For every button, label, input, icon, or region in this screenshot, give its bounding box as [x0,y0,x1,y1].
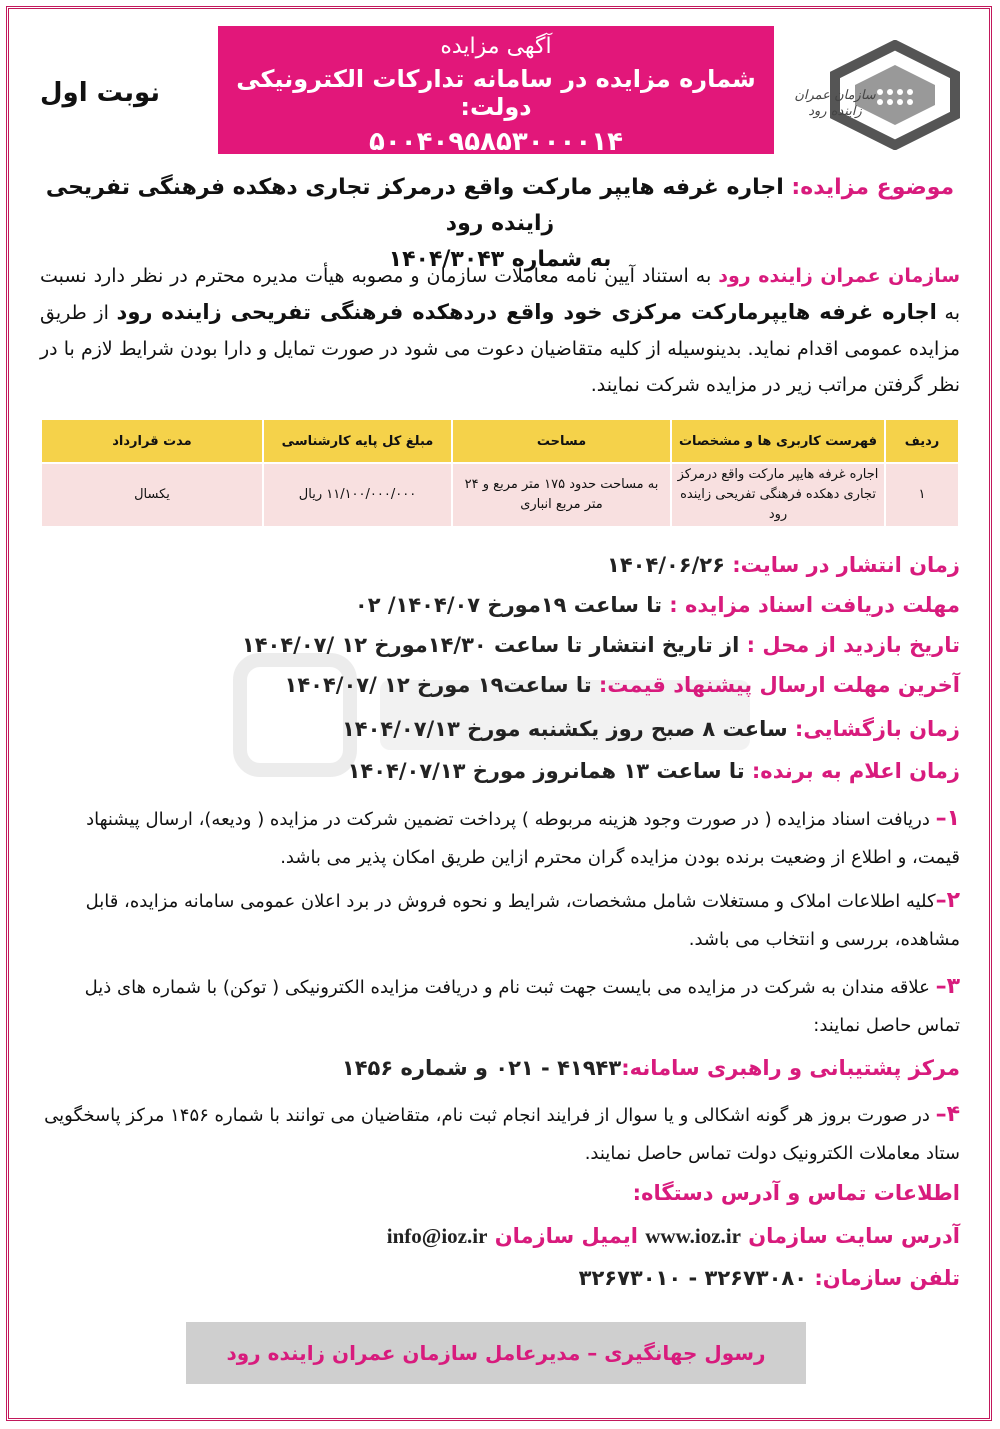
logo-text: سازمان عمران زاینده رود [794,88,876,119]
email-label: ایمیل سازمان [494,1224,638,1248]
intro-part2: از طریق مزایده عمومی اقدام نماید. بدینوسیله از کلیه متقاضیان دعوت می شود در صورت تمایل و دارا بودن شرایط لازم با در نظر گرفتن مراتب زیر در مزایده شرکت نمایند. [40,302,960,396]
contact-title-text: اطلاعات تماس و آدرس دستگاه: [632,1181,960,1205]
note-number: ۴– [935,1102,960,1127]
date-offer [40,673,960,697]
date-value: تا ساعت۱۹ مورخ ۱۲ /۱۴۰۴/۰۷ [284,673,599,697]
date-docs [40,593,960,617]
site-label: آدرس سایت سازمان [748,1224,960,1248]
note-2 [40,882,960,959]
support-value: ۴۱۹۴۳ - ۰۲۱ و شماره ۱۴۵۶ [341,1056,622,1080]
th-price: مبلغ کل پایه کارشناسی [263,419,452,463]
note-number: ۲– [935,888,960,913]
note-1 [40,800,960,877]
date-key: زمان اعلام به برنده: [751,759,960,783]
note-text: علاقه مندان به شرکت در مزایده می بایست جهت ثبت نام و دریافت مزایده الکترونیکی ( توکن) با شماره های ذیل تماس حاصل نمایند: [84,977,960,1036]
date-value: ۱۴۰۴/۰۶/۲۶ [607,553,733,577]
cell-duration: یکسال [41,463,263,527]
cell-price: ۱۱/۱۰۰/۰۰۰/۰۰۰ ریال [263,463,452,527]
org-name: سازمان عمران زاینده رود [718,265,960,287]
date-announce [40,759,960,783]
contact-title [40,1181,960,1205]
support-line [40,1056,960,1080]
header-subtitle: شماره مزایده در سامانه تدارکات الکترونیکی دولت: [236,65,756,121]
table-row [41,463,959,527]
th-row: ردیف [885,419,959,463]
date-key: زمان بازگشایی: [794,717,960,741]
round-label: نوبت اول [40,78,161,108]
date-visit [40,633,960,657]
intro-paragraph [40,258,960,403]
intro-part1: به استناد آیین نامه معاملات سازمان و مصوبه هیأت مدیره محترم در نظر دارد نسبت به [40,265,961,324]
items-table [40,418,960,528]
site-link[interactable]: www.ioz.ir [645,1224,741,1248]
contact-web [40,1224,960,1249]
intro-bold: اجاره غرفه هایپرمارکت مرکزی خود واقع دردهکده فرهنگی تفریحی زاینده رود [116,300,937,324]
note-4 [40,1096,960,1173]
contact-phone [40,1266,960,1290]
date-value: ساعت ۸ صبح روز یکشنبه مورخ ۱۴۰۴/۰۷/۱۳ [341,717,795,741]
subject-label: موضوع مزایده: [791,175,955,200]
cell-description: اجاره غرفه هایپر مارکت واقع درمرکز تجاری دهکده فرهنگی تفریحی زاینده رود [671,463,885,527]
date-publish [40,553,960,577]
note-text: کلیه اطلاعات املاک و مستغلات شامل مشخصات، شرایط و نحوه فروش در برد اعلان عمومی سامانه مزایده، قابل مشاهده، بررسی و انتخاب می باشد. [85,891,960,950]
date-key: مهلت دریافت اسناد مزایده : [669,593,960,617]
table-header-row [41,419,959,463]
email-link[interactable]: info@ioz.ir [386,1224,488,1248]
header-banner [218,26,774,157]
date-key: تاریخ بازدید از محل : [746,633,960,657]
cell-row: ۱ [885,463,959,527]
auction-number: ۵۰۰۴۰۹۵۸۵۳۰۰۰۰۱۴ [369,127,623,157]
note-text: در صورت بروز هر گونه اشکالی و یا سوال از فرایند انجام ثبت نام، متقاضیان می توانند با شماره ۱۴۵۶ مرکز پاسخگویی ستاد معاملات الکترونیک دولت تماس حاصل نمایند. [44,1105,960,1164]
date-value: از تاریخ انتشار تا ساعت ۱۴/۳۰مورخ ۱۲ /۱۴۰۴/۰۷ [241,633,747,657]
th-area: مساحت [452,419,671,463]
signature-footer: رسول جهانگیری – مدیرعامل سازمان عمران زاینده رود [186,1322,806,1384]
date-value: تا ساعت ۱۹مورخ ۱۴۰۴/۰۷/ ۰۲ [354,593,670,617]
note-text: دریافت اسناد مزایده ( در صورت وجود هزینه مربوطه ) پرداخت تضمین شرکت در مزایده ( ودیعه)، ارسال پیشنهاد قیمت، و اطلاع از وضعیت برنده بودن مزایده گران محترم ازاین طریق امکان پذیر می باشد. [86,809,960,868]
phone-label: تلفن سازمان: [814,1266,960,1290]
phone-value: ۳۲۶۷۳۰۸۰ - ۳۲۶۷۳۰۱۰ [578,1266,815,1290]
header-title: آگهی مزایده [440,34,552,59]
support-key: مرکز پشتیبانی و راهبری سامانه: [621,1056,960,1080]
note-3 [40,968,960,1045]
th-description: فهرست کاربری ها و مشخصات [671,419,885,463]
subject-text: اجاره غرفه هایپر مارکت واقع درمرکز تجاری دهکده فرهنگی تفریحی زاینده رود [45,175,784,236]
cell-area: به مساحت حدود ۱۷۵ متر مربع و ۲۴ متر مربع انباری [452,463,671,527]
date-opening [40,717,960,741]
subject-number: به شماره ۱۴۰۴/۳۰۴۳ [388,247,612,272]
th-duration: مدت قرارداد [41,419,263,463]
date-key: زمان انتشار در سایت: [732,553,960,577]
date-value: تا ساعت ۱۳ همانروز مورخ ۱۴۰۴/۰۷/۱۳ [347,759,752,783]
date-key: آخرین مهلت ارسال پیشنهاد قیمت: [598,673,960,697]
note-number: ۱– [935,806,960,831]
note-number: ۳– [935,974,960,999]
